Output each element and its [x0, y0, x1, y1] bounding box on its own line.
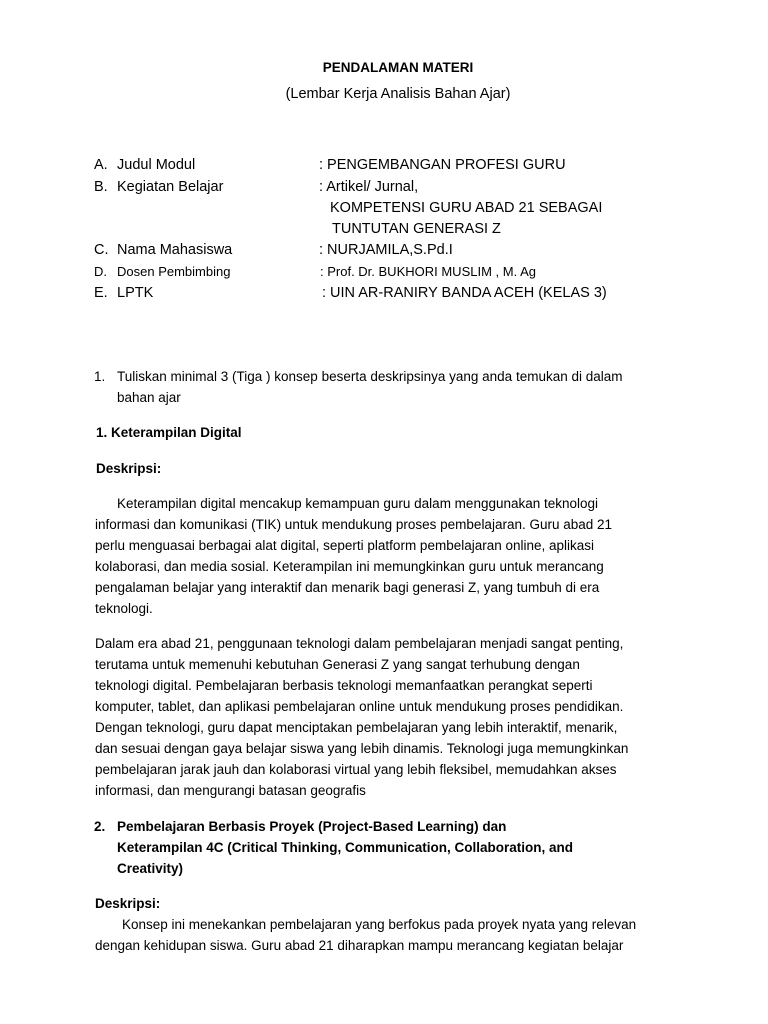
info-value: : Artikel/ Jurnal, [319, 179, 419, 195]
section-1-para2-line: informasi, dan mengurangi batasan geografis [95, 783, 366, 798]
section-1-para2-line: teknologi digital. Pembelajaran berbasis teknologi memanfaatkan perangkat seperti [95, 678, 593, 693]
info-value: : Prof. Dr. BUKHORI MUSLIM , M. Ag [320, 264, 536, 279]
info-label: Dosen Pembimbing [117, 264, 231, 279]
info-value-continuation: KOMPETENSI GURU ABAD 21 SEBAGAI [330, 200, 603, 216]
info-label: Kegiatan Belajar [117, 179, 224, 195]
question-number: 1. [94, 369, 106, 384]
info-value: : PENGEMBANGAN PROFESI GURU [319, 157, 566, 173]
section-2-heading-line: Creativity) [117, 861, 184, 876]
info-label: LPTK [117, 285, 154, 301]
info-letter: A. [94, 157, 108, 173]
section-1-para2-line: pembelajaran jarak jauh dan kolaborasi virtual yang lebih fleksibel, memudahkan akses [95, 762, 617, 777]
section-1-para1-line: perlu menguasai berbagai alat digital, seperti platform pembelajaran online, aplikasi [95, 538, 595, 553]
info-letter: C. [94, 242, 109, 258]
section-1-para1-line: Keterampilan digital mencakup kemampuan guru dalam menggunakan teknologi [117, 496, 599, 511]
question-line-1: Tuliskan minimal 3 (Tiga ) konsep beserta deskripsinya yang anda temukan di dalam [117, 369, 623, 384]
info-value: : NURJAMILA,S.Pd.I [319, 242, 453, 258]
section-2-para1-line: Konsep ini menekankan pembelajaran yang berfokus pada proyek nyata yang relevan [122, 917, 637, 932]
section-1-para1-line: kolaborasi, dan media sosial. Keterampilan ini memungkinkan guru untuk merancang [95, 559, 604, 574]
info-value: : UIN AR-RANIRY BANDA ACEH (KELAS 3) [322, 285, 607, 301]
question-line-2: bahan ajar [117, 390, 181, 405]
section-2-number: 2. [94, 819, 106, 834]
section-1-heading: 1. Keterampilan Digital [96, 425, 242, 440]
info-label: Nama Mahasiswa [117, 242, 233, 258]
section-1-para1-line: informasi dan komunikasi (TIK) untuk mendukung proses pembelajaran. Guru abad 21 [95, 517, 613, 532]
section-2-heading-line: Keterampilan 4C (Critical Thinking, Communication, Collaboration, and [117, 840, 574, 855]
info-value-continuation: TUNTUTAN GENERASI Z [332, 221, 501, 237]
section-1-para2-line: terutama untuk memenuhi kebutuhan Generasi Z yang sangat terhubung dengan [95, 657, 580, 672]
section-1-para2-line: komputer, tablet, dan aplikasi pembelajaran online untuk mendukung proses pendidikan. [95, 699, 624, 714]
section-2-para1-line: dengan kehidupan siswa. Guru abad 21 diharapkan mampu merancang kegiatan belajar [95, 938, 624, 953]
section-2-description-label: Deskripsi: [95, 896, 161, 911]
info-letter: B. [94, 179, 108, 195]
info-letter: D. [94, 264, 107, 279]
section-1-para2-line: dan sesuai dengan gaya belajar siswa yang lebih dinamis. Teknologi juga memungkinkan [95, 741, 629, 756]
section-1-para1-line: pengalaman belajar yang interaktif dan menarik bagi generasi Z, yang tumbuh di era [95, 580, 600, 595]
info-label: Judul Modul [117, 157, 196, 173]
section-1-para2-line: Dalam era abad 21, penggunaan teknologi dalam pembelajaran menjadi sangat penting, [95, 636, 624, 651]
section-1-para1-line: teknologi. [95, 601, 153, 616]
section-1-para2-line: Dengan teknologi, guru dapat menciptakan pembelajaran yang lebih interaktif, menarik, [95, 720, 618, 735]
section-2-heading-line: Pembelajaran Berbasis Proyek (Project-Based Learning) dan [117, 819, 507, 834]
section-1-description-label: Deskripsi: [96, 461, 162, 476]
info-letter: E. [94, 285, 108, 301]
document-subtitle: (Lembar Kerja Analisis Bahan Ajar) [285, 86, 511, 102]
document-title: PENDALAMAN MATERI [322, 60, 474, 75]
